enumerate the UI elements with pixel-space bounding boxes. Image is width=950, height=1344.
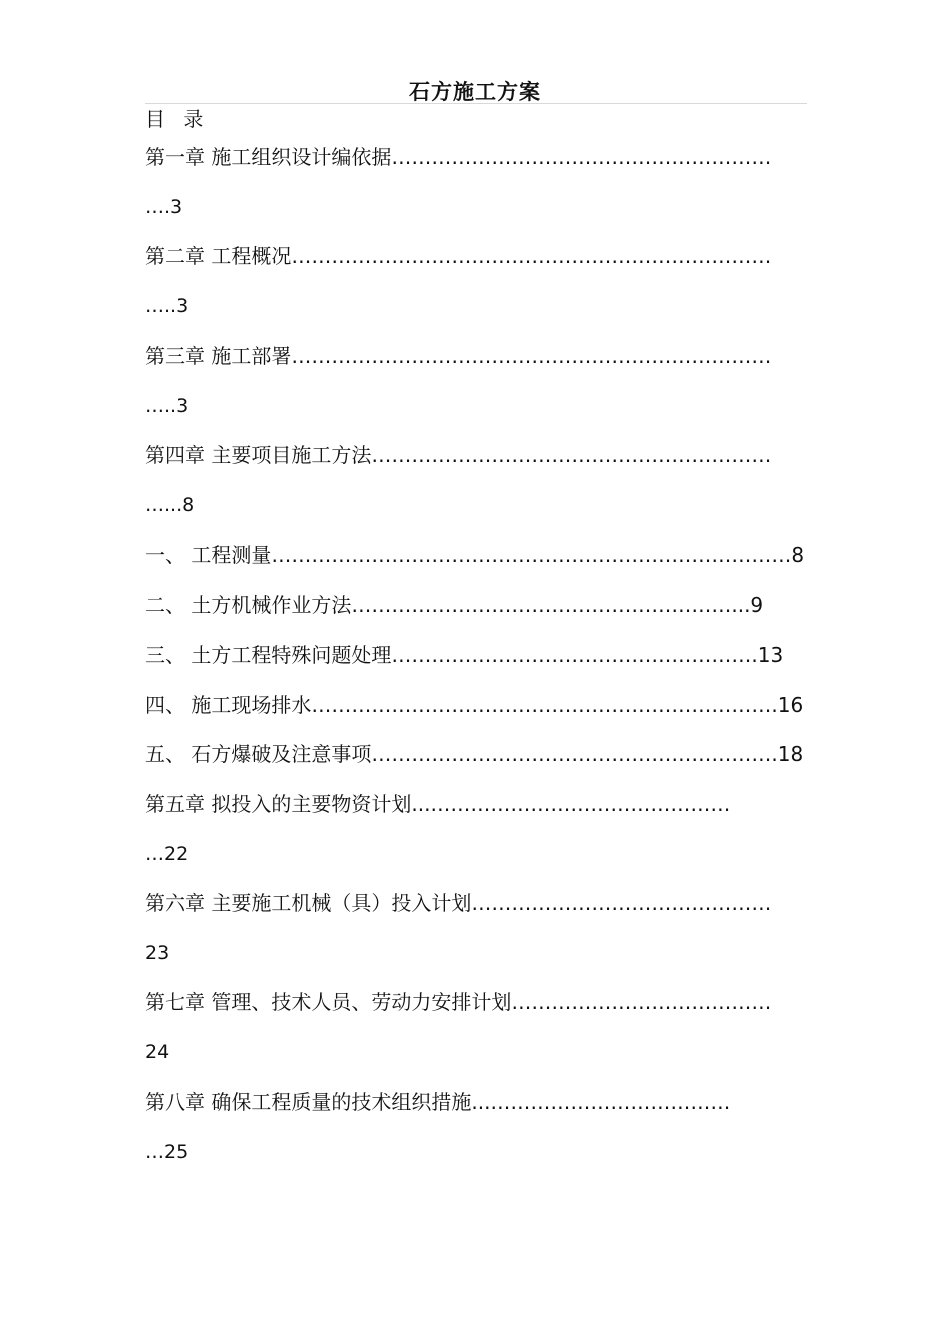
toc-entry-chapter-2: 第二章 工程概况……………………………………………………………… <box>145 244 772 268</box>
toc-entry-chapter-1: 第一章 施工组织设计编依据………………………………………………… <box>145 145 772 169</box>
page-title: 石方施工方案 <box>409 79 541 104</box>
toc-entry-section-2: 二、 土方机械作业方法…………………………………………………...9 <box>145 593 764 617</box>
toc-entry-section-4: 四、 施工现场排水…………………………………………………………….16 <box>145 693 804 717</box>
toc-entry-chapter-1-page: ….3 <box>145 196 183 218</box>
title-divider <box>145 103 807 104</box>
toc-entry-chapter-3: 第三章 施工部署……………………………………………………………… <box>145 344 772 368</box>
toc-entry-chapter-5-page: …22 <box>145 843 189 865</box>
toc-entry-chapter-3-page: …..3 <box>145 395 189 417</box>
toc-entry-chapter-4: 第四章 主要项目施工方法…………………………………………………… <box>145 443 772 467</box>
toc-entry-chapter-2-page: …..3 <box>145 295 189 317</box>
toc-entry-chapter-8: 第八章 确保工程质量的技术组织措施...……………………………… <box>145 1090 731 1114</box>
toc-entry-chapter-7: 第七章 管理、技术人员、劳动力安排计划………………………………… <box>145 990 772 1014</box>
toc-heading: 目 录 <box>145 107 210 131</box>
toc-entry-section-1: 一、 工程测量……………………………………………………………………8 <box>145 543 805 567</box>
toc-entry-chapter-6: 第六章 主要施工机械（具）投入计划……………………………………… <box>145 891 772 915</box>
toc-entry-chapter-7-page: 24 <box>145 1041 170 1063</box>
toc-entry-chapter-6-page: 23 <box>145 942 170 964</box>
toc-entry-chapter-4-page: …...8 <box>145 494 195 516</box>
toc-entry-section-5: 五、 石方爆破及注意事项…………………………………………………….18 <box>145 742 804 766</box>
toc-entry-chapter-8-page: …25 <box>145 1141 189 1163</box>
toc-entry-chapter-5: 第五章 拟投入的主要物资计划...……………………………………… <box>145 792 731 816</box>
toc-entry-section-3: 三、 土方工程特殊问题处理……………………………………………….13 <box>145 643 784 667</box>
